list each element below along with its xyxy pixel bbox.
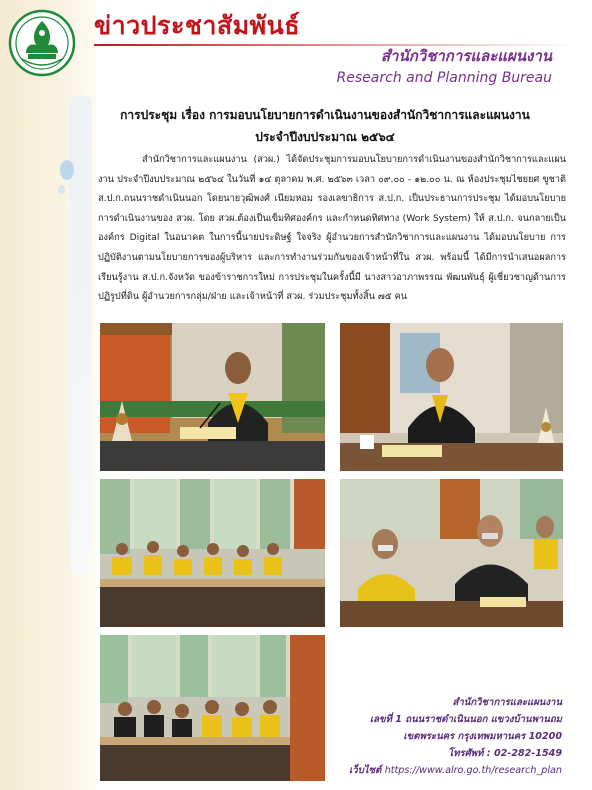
- footer-website-link[interactable]: https://www.alro.go.th/research_plan: [384, 765, 562, 776]
- footer-address-line-1: เลขที่ 1 ถนนราชดำเนินนอก แขวงบ้านพานถม: [369, 714, 562, 725]
- article-body: สำนักวิชาการและแผนงาน (สวผ.) ได้จัดประชุมการมอบนโยบายการดำเนินงานของสำนักวิชาการและแผนงาน ประจำปีงบประมาณ ๒๕๖๔ ในวันที่ ๑๔ ตุลาคม พ.ศ. ๒๕๖๓ เวลา ๐๙.๐๐ - ๑๒.๐๐ น. ณ ห้องประชุมไชยยศ ขูชาติ ส.ป.ก.ถนนราชดำเนินนอก โดยนายวุฒิพงศ์ เนียมหอม รองเลขาธิการ ส.ป.ก. เป็นประธานการประชุม ได้มอบนโยบายการดำเนินงานของ สวผ. โดย สวผ.ต้องเป็นเข็มทิศองค์กร และกำหนดทิศทาง (Work System) ให้ ส.ป.ก. จนกลายเป็นองค์กร Digital ในอนาคต ในการนี้นายประดิษฐ์ ใจจริง ผู้อำนวยการสำนักวิชาการและแผนงาน ได้มอบนโยบาย การปฏิบัติงานตามนโยบายการของผู้บริหาร และการทำงานร่วมกันของเจ้าหน้าที่ใน สวผ. พร้อมนี้ ได้มีการนำเสนอผลการเรียนรู้งาน ส.ป.ก.จังหวัด ของข้าราชการใหม่ การประชุมในครั้งนี้มี นางสาวอาภาพรรณ พัฒนพันธุ์ ผู้เชี่ยวชาญด้านการปฏิรูปที่ดิน ผู้อำนวยการกลุ่ม/ฝ่าย และเจ้าหน้าที่ สวผ. ร่วมประชุมทั้งสิ้น ๗๕ คน: [98, 154, 566, 303]
- footer-website: [322, 762, 562, 779]
- meeting-photo-director: [340, 323, 563, 471]
- meeting-photo-attendees-1: [100, 479, 325, 627]
- article-headline: [100, 104, 550, 148]
- headline-line-1: การประชุม เรื่อง การมอบนโยบายการดำเนินงานของสำนักวิชาการและแผนงาน: [120, 108, 530, 122]
- meeting-photo-chairman: [100, 323, 325, 471]
- meeting-photo-attendees-2: [100, 635, 325, 781]
- contact-footer: [322, 694, 562, 779]
- meeting-photo-speaker: [340, 479, 563, 627]
- department-name-thai: สำนักวิชาการและแผนงาน: [380, 47, 552, 65]
- footer-department: สำนักวิชาการและแผนงาน: [452, 697, 562, 708]
- alro-seal-icon: [8, 9, 76, 77]
- footer-address-line-2: เขตพระนคร กรุงเทพมหานคร 10200: [403, 731, 562, 742]
- headline-line-2: ประจำปีงบประมาณ ๒๕๖๔: [255, 130, 395, 144]
- footer-phone: โทรศัพท์ : 02-282-1549: [448, 748, 562, 759]
- decorative-bubble: [60, 160, 74, 180]
- department-name-english: Research and Planning Bureau: [336, 70, 552, 86]
- footer-website-label: เว็บไซต์: [349, 765, 382, 776]
- decorative-bubble-small: [58, 185, 65, 194]
- page-title: ข่าวประชาสัมพันธ์: [94, 11, 300, 40]
